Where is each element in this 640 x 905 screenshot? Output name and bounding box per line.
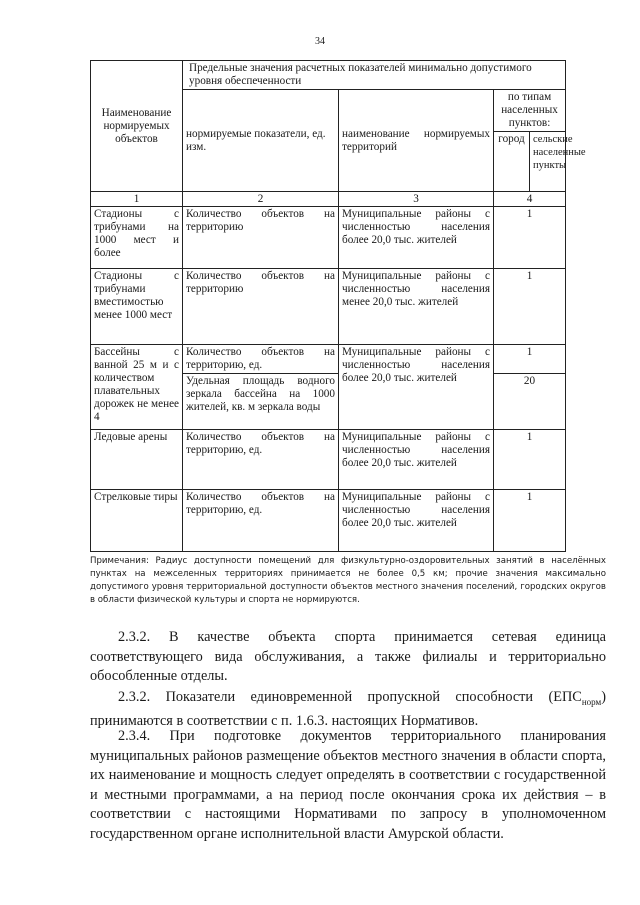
territory: Муниципальные районы с численностью населения менее 20,0 тыс. жителей <box>339 269 494 345</box>
table-row <box>91 269 566 345</box>
col-number-4: 4 <box>494 192 566 207</box>
indicator: Количество объектов на территорию, ед. <box>183 430 339 490</box>
value: 1 <box>494 207 566 269</box>
col-number-1: 1 <box>91 192 183 207</box>
object-name: Стрелковые тиры <box>91 490 183 552</box>
value-2: 20 <box>494 374 566 430</box>
object-name: Стадионы с трибунами вместимостью менее 1000 мест <box>91 269 183 345</box>
col-number-2: 2 <box>183 192 339 207</box>
header-territories: наименование нормируемых территорий <box>339 90 494 192</box>
territory: Муниципальные районы с численностью населения более 20,0 тыс. жителей <box>339 490 494 552</box>
value: 1 <box>494 345 566 374</box>
territory: Муниципальные районы с численностью населения более 20,0 тыс. жителей <box>339 345 494 430</box>
territory: Муниципальные районы с численностью населения более 20,0 тыс. жителей <box>339 430 494 490</box>
table-note: Примечания: Радиус доступности помещений для физкультурно-оздоровительных занятий в населённых пунктах на межселенных территориях принимается не более 0,5 км; прочие значения максимально допустимого уровня территориальной доступности объектов местного значения поселений, городских округов в области физической культуры и спорта не нормируются. <box>90 556 606 605</box>
col-number-3: 3 <box>339 192 494 207</box>
indicator-2: Удельная площадь водного зеркала бассейна на 1000 жителей, кв. м зеркала воды <box>183 374 339 430</box>
subscript: норм <box>581 696 602 707</box>
header-city: город <box>494 132 530 192</box>
value: 1 <box>494 269 566 345</box>
territory: Муниципальные районы с численностью населения более 20,0 тыс. жителей <box>339 207 494 269</box>
header-limit-values: Предельные значения расчетных показателей минимально допустимого уровня обеспеченности <box>183 61 566 90</box>
table-row <box>91 490 566 552</box>
norms-table <box>90 60 586 552</box>
indicator: Количество объектов на территорию <box>183 269 339 345</box>
indicator: Количество объектов на территорию <box>183 207 339 269</box>
header-indicators: нормируемые показатели, ед. изм. <box>183 90 339 192</box>
paragraph-text: 2.3.2. Показатели единовременной пропускной способности (ЕПС <box>118 689 582 705</box>
indicator: Количество объектов на территорию, ед. <box>183 345 339 374</box>
object-name: Ледовые арены <box>91 430 183 490</box>
page-number: 34 <box>315 36 325 47</box>
indicator: Количество объектов на территорию, ед. <box>183 490 339 552</box>
table-row <box>91 430 566 490</box>
header-object-name: Наименование нормируемых объектов <box>91 61 183 192</box>
header-rural: сельские населенные пункты <box>530 132 566 192</box>
table-row <box>91 345 566 374</box>
table-row <box>91 207 566 269</box>
paragraph-2-3-2-capacity <box>90 688 606 732</box>
object-name: Бассейны с ванной 25 м и с количеством плавательных дорожек не менее 4 <box>91 345 183 430</box>
object-name: Стадионы с трибунами на 1000 мест и более <box>91 207 183 269</box>
paragraph-text: ) принимаются в соответствии с п. 1.6.3. настоящих Нормативов. <box>90 689 606 730</box>
paragraph-2-3-4: 2.3.4. При подготовке документов территориального планирования муниципальных районов размещение объектов местного значения в области спорта, их наименование и мощность следует определять в соответствии с государственной и местными программами, а на период после окончания срока их действия – в соответствии с настоящими Нормативами по запросу в уполномоченном государственном органе исполнительной власти Амурской области. <box>90 728 606 842</box>
header-settlement-types: по типам населенных пунктов: <box>494 90 566 132</box>
value: 1 <box>494 430 566 490</box>
paragraph-2-3-2-object: 2.3.2. В качестве объекта спорта принимается сетевая единица соответствующего вида обслуживания, а также филиалы и территориально обособленные отделы. <box>90 629 606 684</box>
value: 1 <box>494 490 566 552</box>
